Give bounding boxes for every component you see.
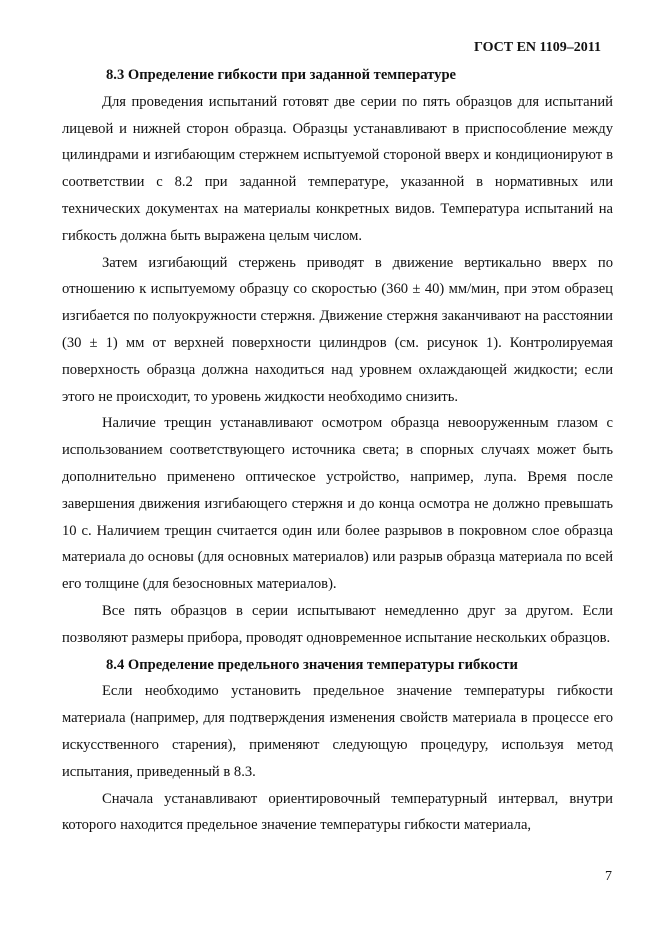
paragraph: Затем изгибающий стержень приводят в движение вертикально вверх по отношению к испытуемому образцу со скоростью (360 ± 40) мм/мин, при этом образец изгибается по полуокружности стержня. Движение стержня заканчивают на расстоянии (30 ± 1) мм от верхней поверхности цилиндров (см. рисунок 1). Контролируемая поверхность образца должна находиться над уровнем охлаждающей жидкости; если этого не происходит, то уровень жидкости необходимо снизить. bbox=[62, 254, 613, 405]
paragraph: Для проведения испытаний готовят две серии по пять образцов для испытаний лицевой и нижней сторон образца. Образцы устанавливают в приспособление между цилиндрами и изгибающим стержнем испытуемой стороной вверх и кондиционируют в соответствии с 8.2 при заданной температуре, указанной в нормативных или технических документах на материалы конкретных видов. Температура испытаний на гибкость должна быть выражена целым числом. bbox=[62, 93, 613, 244]
standard-code-header: ГОСТ EN 1109–2011 bbox=[474, 40, 601, 55]
paragraph: Сначала устанавливают ориентировочный температурный интервал, внутри которого находится предельное значение температуры гибкости материала, bbox=[62, 790, 613, 834]
page-number: 7 bbox=[605, 869, 612, 884]
paragraph: Если необходимо установить предельное значение температуры гибкости материала (например, для подтверждения изменения свойств материала в процессе его искусственного старения), применяют следующую процедуру, используя метод испытания, приведенный в 8.3. bbox=[62, 683, 613, 780]
paragraph: Наличие трещин устанавливают осмотром образца невооруженным глазом с использованием соответствующего источника света; в спорных случаях может быть дополнительно применено оптическое устройство, например, лупа. Время после завершения движения изгибающего стержня и до конца осмотра не должно превышать 10 с. Наличием трещин считается один или более разрывов в покровном слое образца материала до основы (для основных материалов) или разрыв образца материала по всей его толщине (для безосновных материалов). bbox=[62, 415, 613, 593]
section-heading-8-4: 8.4 Определение предельного значения температуры гибкости bbox=[106, 656, 518, 673]
section-heading-8-3: 8.3 Определение гибкости при заданной температуре bbox=[106, 67, 457, 83]
paragraph: Все пять образцов в серии испытывают немедленно друг за другом. Если позволяют размеры прибора, проводят одновременное испытание нескольких образцов. bbox=[62, 602, 613, 646]
document-body bbox=[62, 62, 613, 839]
